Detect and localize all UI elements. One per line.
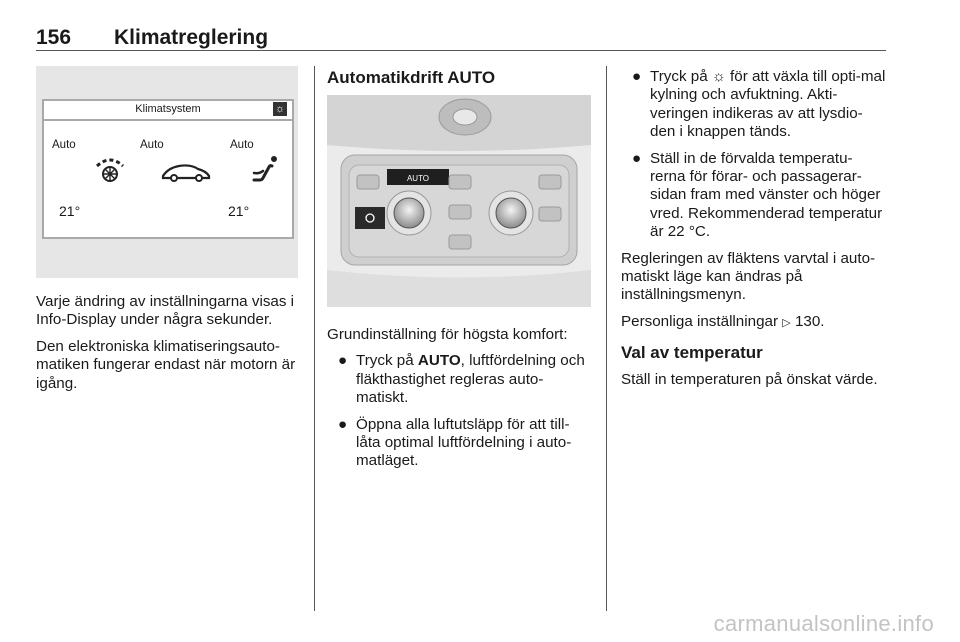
page-number: 156: [36, 26, 72, 49]
bullet-cooling-button: ● Tryck på ☼ för att växla till opti-mal kylning och avfuktning. Akti-veringen indikeras av att lysdio-den i knappen tänds.: [632, 68, 886, 141]
screen-title: Klimatsystem: [135, 103, 201, 115]
column-divider-2: [606, 66, 607, 611]
bullet-dot: ●: [338, 352, 348, 370]
paragraph-display-changes: Varje ändring av inställningarna visas i Info-Display under några sekunder.: [36, 293, 295, 329]
paragraph-set-temperature: Ställ in temperaturen på önskat värde.: [621, 370, 878, 388]
column-2-text: [327, 326, 591, 479]
climate-screen: [42, 99, 294, 239]
cooling-symbol-icon: ☼: [711, 68, 726, 85]
page-header: [36, 22, 886, 52]
heading-auto-mode: Automatikdrift AUTO: [327, 68, 496, 87]
bullet-press-auto: ● Tryck på AUTO, luftfördelning och fläkthastighet regleras auto-matiskt.: [338, 352, 585, 407]
zone-label-right: Auto: [230, 139, 254, 151]
zone-label-center: Auto: [140, 139, 164, 151]
bullet-dot: ●: [632, 68, 642, 85]
fan-icon: [92, 155, 128, 185]
column-3-text: [621, 68, 887, 397]
zone-label-left: Auto: [52, 139, 76, 151]
column-1-text: [36, 293, 302, 401]
watermark: carmanualsonline.info: [713, 611, 934, 636]
heading-temperature-selection: Val av temperatur: [621, 343, 763, 363]
page-reference-arrow-icon: ▷: [782, 316, 791, 329]
bullet-dot: ●: [632, 149, 642, 167]
column-divider-1: [314, 66, 315, 611]
paragraph-basic-setting: Grundinställning för högsta komfort:: [327, 326, 568, 343]
header-rule: [36, 50, 886, 51]
panel-auto-button: AUTO: [406, 174, 430, 183]
screen-title-bar: [44, 101, 292, 121]
page-title: Klimatreglering: [114, 26, 269, 49]
temp-right: 21°: [228, 203, 250, 219]
auto-keyword: AUTO: [417, 352, 461, 370]
paragraph-engine-running: Den elektroniska klimatiseringsauto-matiken fungerar endast när motorn är igång.: [36, 337, 296, 392]
paragraph-personal-settings: Personliga inställningar ▷ 130.: [621, 312, 825, 330]
bullet-dot: ●: [338, 415, 348, 433]
temp-left: 21°: [59, 203, 81, 219]
settings-gear-icon: ☼: [274, 103, 286, 115]
bullet-set-temperatures: ● Ställ in de förvalda temperatu-rerna för förar- och passagerar-sidan fram med vänster och höger vred. Rekommenderad temperatur är 22 °C.: [632, 149, 883, 241]
bullet-open-vents: ● Öppna alla luftutsläpp för att till-låta optimal luftfördelning i auto-matläget.: [338, 415, 572, 470]
paragraph-fan-speed: Regleringen av fläktens varvtal i auto-matiskt läge kan ändras på inställningsmenyn.: [621, 249, 876, 304]
climate-display-figure: [36, 66, 298, 278]
car-icon: [160, 161, 212, 183]
seat-airflow-icon: [250, 153, 280, 185]
climate-control-panel-figure: [327, 95, 591, 307]
